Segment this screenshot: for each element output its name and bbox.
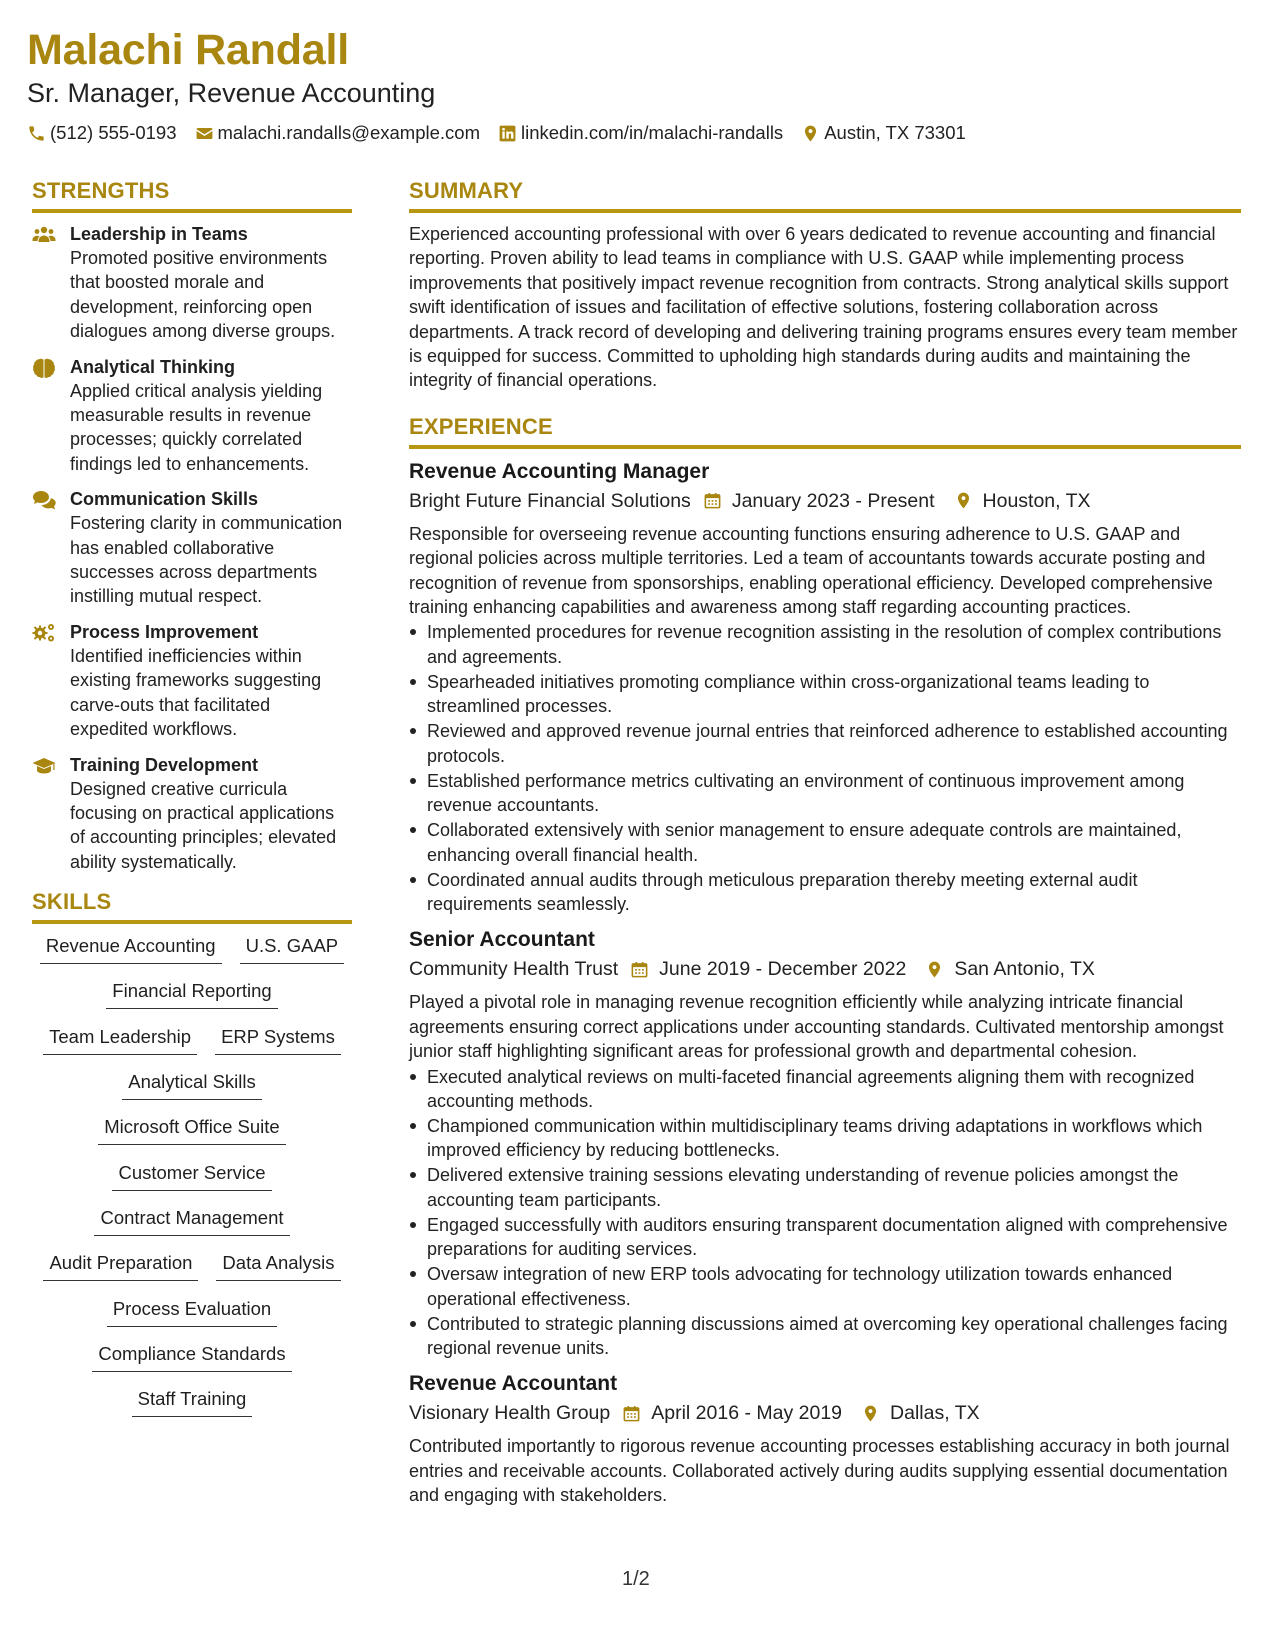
skills-heading: SKILLS bbox=[32, 889, 112, 915]
location-text: Austin, TX 73301 bbox=[824, 122, 966, 143]
contact-email[interactable] bbox=[195, 122, 480, 144]
skill-tag: Microsoft Office Suite bbox=[98, 1114, 285, 1145]
section-divider bbox=[32, 209, 352, 213]
job-entry bbox=[409, 926, 1241, 1360]
company-name: Community Health Trust bbox=[409, 958, 619, 981]
job-meta bbox=[409, 1398, 1241, 1428]
section-divider bbox=[409, 209, 1241, 213]
contact-linkedin[interactable] bbox=[498, 122, 783, 144]
strength-item bbox=[32, 753, 352, 875]
skill-tag: Financial Reporting bbox=[106, 978, 277, 1009]
strength-title: Communication Skills bbox=[70, 489, 259, 510]
contact-phone[interactable] bbox=[27, 122, 177, 144]
skill-tag: Team Leadership bbox=[43, 1024, 197, 1055]
job-title: Revenue Accountant bbox=[409, 1372, 618, 1396]
candidate-title: Sr. Manager, Revenue Accounting bbox=[27, 78, 436, 108]
summary-text: Experienced accounting professional with over 6 years dedicated to revenue accounting and financial reporting. Proven ability to lead teams in compliance with U.S. GAAP while implementing process improvements that positively impact revenue recognition from contracts. Strong analytical skills support swift identification of issues and facilitation of effective solutions, fostering collaboration across departments. A track record of developing and delivering training programs ensures every team member is equipped for success. Committed to upholding high standards during audits and maintaining the integrity of financial operations. bbox=[409, 224, 1238, 391]
skill-tag: U.S. GAAP bbox=[240, 933, 345, 964]
left-column bbox=[32, 176, 352, 1431]
calendar-icon bbox=[622, 1404, 641, 1423]
job-dates: January 2023 - Present bbox=[731, 489, 935, 512]
map-pin-icon bbox=[801, 124, 820, 143]
strength-description: Identified inefficiencies within existing frameworks suggesting carve-outs that facilitated expedited workflows. bbox=[70, 645, 322, 740]
skill-tag: Staff Training bbox=[132, 1386, 253, 1417]
job-location: Dallas, TX bbox=[890, 1402, 980, 1425]
job-location: Houston, TX bbox=[982, 489, 1091, 512]
skill-tag: Data Analysis bbox=[216, 1250, 340, 1281]
envelope-icon bbox=[195, 124, 214, 143]
email-text: malachi.randalls@example.com bbox=[217, 122, 480, 143]
job-meta bbox=[409, 486, 1241, 516]
brain-icon bbox=[32, 357, 56, 379]
company-name: Bright Future Financial Solutions bbox=[409, 489, 691, 512]
contact-bar bbox=[27, 121, 1257, 145]
section-divider bbox=[32, 920, 352, 924]
skill-tag: ERP Systems bbox=[215, 1024, 341, 1055]
bullet-item: Established performance metrics cultivating an environment of continuous improvement among revenue accountants. bbox=[409, 769, 1241, 818]
phone-icon bbox=[27, 124, 46, 143]
experience-heading: EXPERIENCE bbox=[409, 413, 553, 439]
strength-description: Fostering clarity in communication has enabled collaborative successes across departments instilling mutual respect. bbox=[70, 513, 343, 607]
calendar-icon bbox=[630, 960, 649, 979]
job-description: Contributed importantly to rigorous revenue accounting processes establishing accuracy in both journal entries and receivable accounts. Collaborated actively during audits supplying essential documentation and engaging with stakeholders. bbox=[409, 1436, 1230, 1506]
job-title: Revenue Accounting Manager bbox=[409, 459, 710, 483]
skill-tag: Revenue Accounting bbox=[40, 933, 222, 964]
chat-icon bbox=[32, 489, 56, 511]
map-pin-icon bbox=[954, 491, 973, 510]
job-dates: April 2016 - May 2019 bbox=[651, 1402, 843, 1425]
company-name: Visionary Health Group bbox=[409, 1402, 611, 1425]
gears-icon bbox=[32, 622, 56, 644]
strength-item bbox=[32, 487, 352, 609]
bullet-item: Championed communication within multidisciplinary teams driving adaptations in workflows which improved efficiency by reducing bottlenecks. bbox=[409, 1114, 1241, 1163]
bullet-item: Spearheaded initiatives promoting compliance within cross-organizational teams leading to streamlined processes. bbox=[409, 670, 1241, 719]
job-meta bbox=[409, 954, 1241, 984]
job-entry bbox=[409, 1370, 1241, 1507]
right-column bbox=[409, 176, 1241, 1518]
calendar-icon bbox=[703, 491, 722, 510]
strength-title: Leadership in Teams bbox=[70, 224, 248, 244]
strength-description: Designed creative curricula focusing on practical applications of accounting principles; elevated ability systematically. bbox=[70, 778, 337, 872]
strengths-heading: STRENGTHS bbox=[32, 178, 170, 203]
bullet-item: Coordinated annual audits through meticulous preparation thereby meeting external audit requirements seamlessly. bbox=[409, 868, 1241, 917]
section-divider bbox=[409, 445, 1241, 449]
skills-list bbox=[32, 933, 352, 1431]
bullet-item: Implemented procedures for revenue recognition assisting in the resolution of complex contributions and agreements. bbox=[409, 620, 1241, 669]
skill-tag: Analytical Skills bbox=[122, 1069, 262, 1100]
linkedin-text: linkedin.com/in/malachi-randalls bbox=[520, 122, 784, 143]
strength-title: Training Development bbox=[70, 754, 259, 775]
skill-tag: Contract Management bbox=[94, 1205, 289, 1236]
map-pin-icon bbox=[925, 960, 944, 979]
skill-tag: Compliance Standards bbox=[92, 1341, 291, 1372]
bullet-item: Executed analytical reviews on multi-faceted financial agreements aligning them with recognized accounting methods. bbox=[409, 1065, 1241, 1114]
job-description: Played a pivotal role in managing revenue recognition efficiently while analyzing intricate financial agreements ensuring correct applications under accounting standards. Cultivated mentorship amongst junior staff highlighting significant areas for professional growth and departmental cohesion. bbox=[409, 992, 1224, 1062]
job-dates: June 2019 - December 2022 bbox=[659, 958, 907, 981]
strength-description: Applied critical analysis yielding measurable results in revenue processes; quickly correlated findings led to enhancements. bbox=[70, 380, 323, 474]
strength-title: Analytical Thinking bbox=[70, 356, 236, 377]
bullet-item: Collaborated extensively with senior management to ensure adequate controls are maintained, enhancing overall financial health. bbox=[409, 818, 1241, 867]
job-location: San Antonio, TX bbox=[954, 958, 1095, 981]
job-bullets bbox=[409, 1065, 1241, 1361]
skill-tag: Process Evaluation bbox=[107, 1296, 277, 1327]
strength-item bbox=[32, 355, 352, 477]
bullet-item: Reviewed and approved revenue journal entries that reinforced adherence to established accounting protocols. bbox=[409, 719, 1241, 768]
contact-location bbox=[801, 122, 966, 144]
phone-text: (512) 555-0193 bbox=[50, 122, 177, 143]
job-description: Responsible for overseeing revenue accounting functions ensuring adherence to U.S. GAAP and regional policies across multiple territories. Led a team of accountants towards accurate posting and recognition of revenue from sponsorships, enabling operational efficiency. Developed comprehensive training enhancing capabilities and awareness among staff regarding accounting practices. bbox=[409, 523, 1213, 618]
people-icon bbox=[32, 224, 56, 246]
bullet-item: Engaged successfully with auditors ensuring transparent documentation aligned with comprehensive preparations for auditing services. bbox=[409, 1213, 1241, 1262]
bullet-item: Delivered extensive training sessions elevating understanding of revenue policies amongst the accounting team participants. bbox=[409, 1163, 1241, 1212]
strength-title: Process Improvement bbox=[70, 621, 259, 642]
resume-header bbox=[27, 24, 1257, 145]
candidate-name: Malachi Randall bbox=[27, 26, 349, 74]
summary-heading: SUMMARY bbox=[409, 178, 524, 203]
bullet-item: Oversaw integration of new ERP tools advocating for technology utilization towards enhanced operational effectiveness. bbox=[409, 1262, 1241, 1311]
graduation-cap-icon bbox=[32, 755, 56, 777]
strength-item bbox=[32, 222, 352, 344]
skill-tag: Customer Service bbox=[112, 1160, 271, 1191]
job-title: Senior Accountant bbox=[409, 928, 595, 952]
job-entry bbox=[409, 458, 1241, 916]
strength-description: Promoted positive environments that boosted morale and development, reinforcing open dialogues among diverse groups. bbox=[70, 248, 336, 342]
page-number: 1/2 bbox=[622, 1568, 650, 1590]
bullet-item: Contributed to strategic planning discussions aimed at overcoming key operational challenges facing regional revenue units. bbox=[409, 1312, 1241, 1361]
linkedin-icon bbox=[498, 124, 517, 143]
skill-tag: Audit Preparation bbox=[43, 1250, 198, 1281]
map-pin-icon bbox=[861, 1404, 880, 1423]
job-bullets bbox=[409, 620, 1241, 916]
strength-item bbox=[32, 620, 352, 742]
